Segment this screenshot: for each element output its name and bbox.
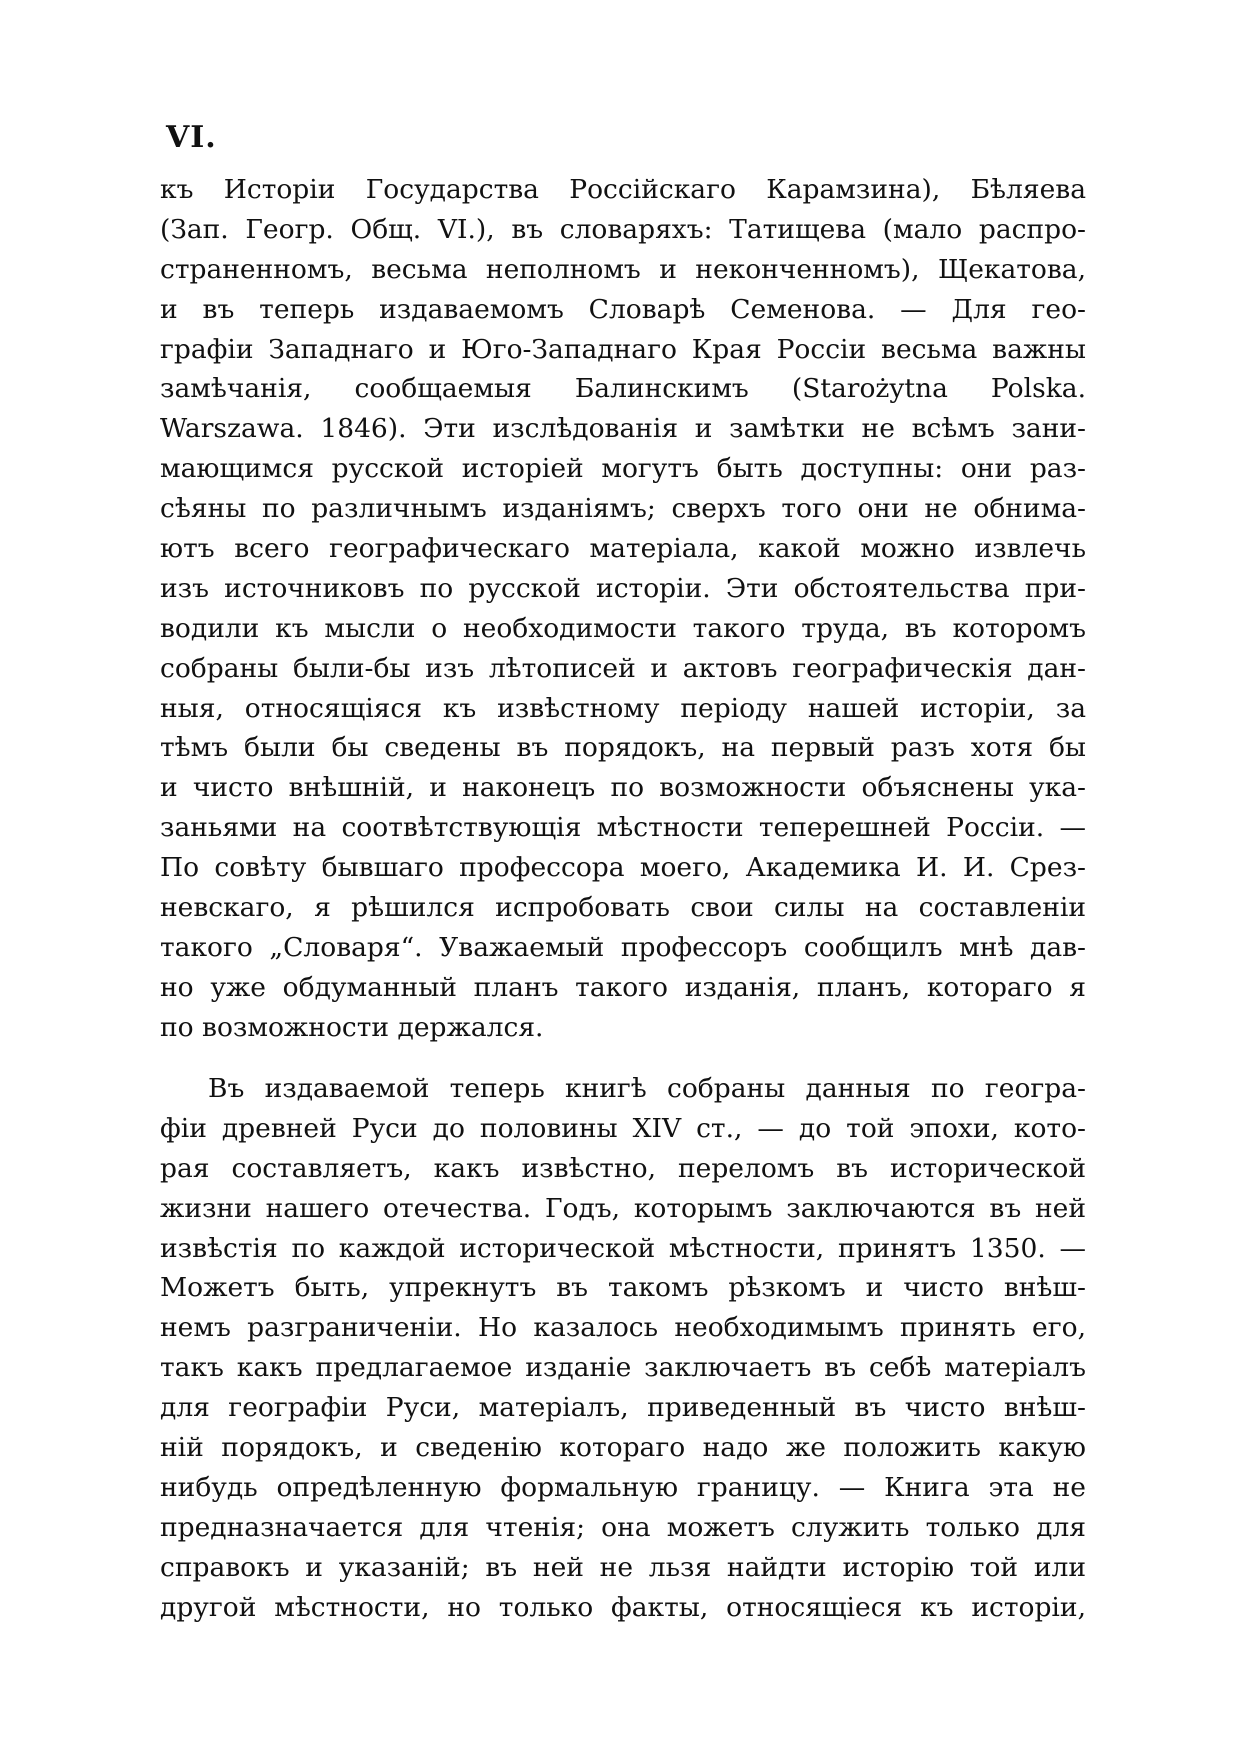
page-number: VI.	[166, 120, 217, 155]
text-line: Можетъ быть, упрекнутъ въ такомъ рѣзкомъ и чисто внѣш-	[160, 1272, 1086, 1304]
text-line: (Зап. Геогр. Общ. VI.), въ словаряхъ: Татищева (мало распро-	[160, 213, 1086, 245]
text-line: нибудь опредѣленную формальную границу. — Книга эта не	[160, 1471, 1086, 1503]
text-line: и въ теперь издаваемомъ Словарѣ Семенова. — Для гео-	[160, 293, 1086, 325]
text-line: Warszawa. 1846). Эти изслѣдованія и замѣтки не всѣмъ зани-	[160, 413, 1086, 445]
paragraph-1	[160, 170, 1086, 1048]
text-line: мающимся русской исторіей могутъ быть доступны: они раз-	[160, 453, 1086, 485]
text-line: извѣстія по каждой исторической мѣстности, принятъ 1350. —	[160, 1232, 1086, 1264]
text-line: тѣмъ были бы сведены въ порядокъ, на первый разъ хотя бы	[160, 732, 1086, 764]
text-line: собраны были-бы изъ лѣтописей и актовъ географическія дан-	[160, 652, 1086, 684]
text-line: немъ разграниченіи. Но казалось необходимымъ принять его,	[160, 1312, 1086, 1344]
text-line: замѣчанія, сообщаемыя Балинскимъ (Starożytna Polska.	[160, 373, 1086, 405]
text-line: ютъ всего географическаго матеріала, какой можно извлечь	[160, 533, 1086, 565]
text-line: водили къ мысли о необходимости такого труда, въ которомъ	[160, 612, 1086, 644]
text-line: для географіи Руси, матеріалъ, приведенный въ чисто внѣш-	[160, 1392, 1086, 1424]
text-line: ныя, относящіяся къ извѣстному періоду нашей исторіи, за	[160, 692, 1086, 724]
text-line: невскаго, я рѣшился испробовать свои силы на составленіи	[160, 892, 1086, 924]
text-line: другой мѣстности, но только факты, относящіеся къ исторіи,	[160, 1591, 1086, 1623]
paragraph-2	[160, 1069, 1086, 1627]
text-line: къ Исторіи Государства Россійскаго Карамзина), Бѣляева	[160, 174, 1086, 205]
text-line: но уже обдуманный планъ такого изданія, планъ, котораго я	[160, 971, 1086, 1003]
text-line: по возможности держался.	[160, 1011, 544, 1043]
text-line: заньями на соотвѣтствующія мѣстности теперешней Россіи. —	[160, 812, 1086, 844]
text-line: справокъ и указаній; въ ней не льзя найдти исторію той или	[160, 1551, 1086, 1583]
text-line: фіи древней Руси до половины XIV ст., — до той эпохи, кото-	[160, 1112, 1086, 1144]
text-line: и чисто внѣшній, и наконецъ по возможности объяснены ука-	[160, 772, 1086, 804]
text-line: такъ какъ предлагаемое изданіе заключаетъ въ себѣ матеріалъ	[160, 1352, 1086, 1384]
text-line: страненномъ, весьма неполномъ и неконченномъ), Щекатова,	[160, 253, 1086, 285]
text-line: жизни нашего отечества. Годъ, которымъ заключаются въ ней	[160, 1192, 1086, 1224]
text-line: По совѣту бывшаго профессора моего, Академика И. И. Срез-	[160, 852, 1086, 884]
text-line: сѣяны по различнымъ изданіямъ; сверхъ того они не обнима-	[160, 493, 1086, 525]
text-line: ній порядокъ, и сведенію котораго надо же положить какую	[160, 1432, 1086, 1464]
text-line: предназначается для чтенія; она можетъ служить только для	[160, 1511, 1086, 1543]
text-line: изъ источниковъ по русской исторіи. Эти обстоятельства при-	[160, 572, 1086, 604]
text-line: графіи Западнаго и Юго-Западнаго Края Россіи весьма важны	[160, 333, 1086, 365]
text-line: рая составляетъ, какъ извѣстно, переломъ въ исторической	[160, 1152, 1086, 1184]
text-line: Въ издаваемой теперь книгѣ собраны данныя по геогра-	[208, 1073, 1086, 1104]
text-line: такого „Словаря“. Уважаемый профессоръ сообщилъ мнѣ дав-	[160, 931, 1086, 963]
